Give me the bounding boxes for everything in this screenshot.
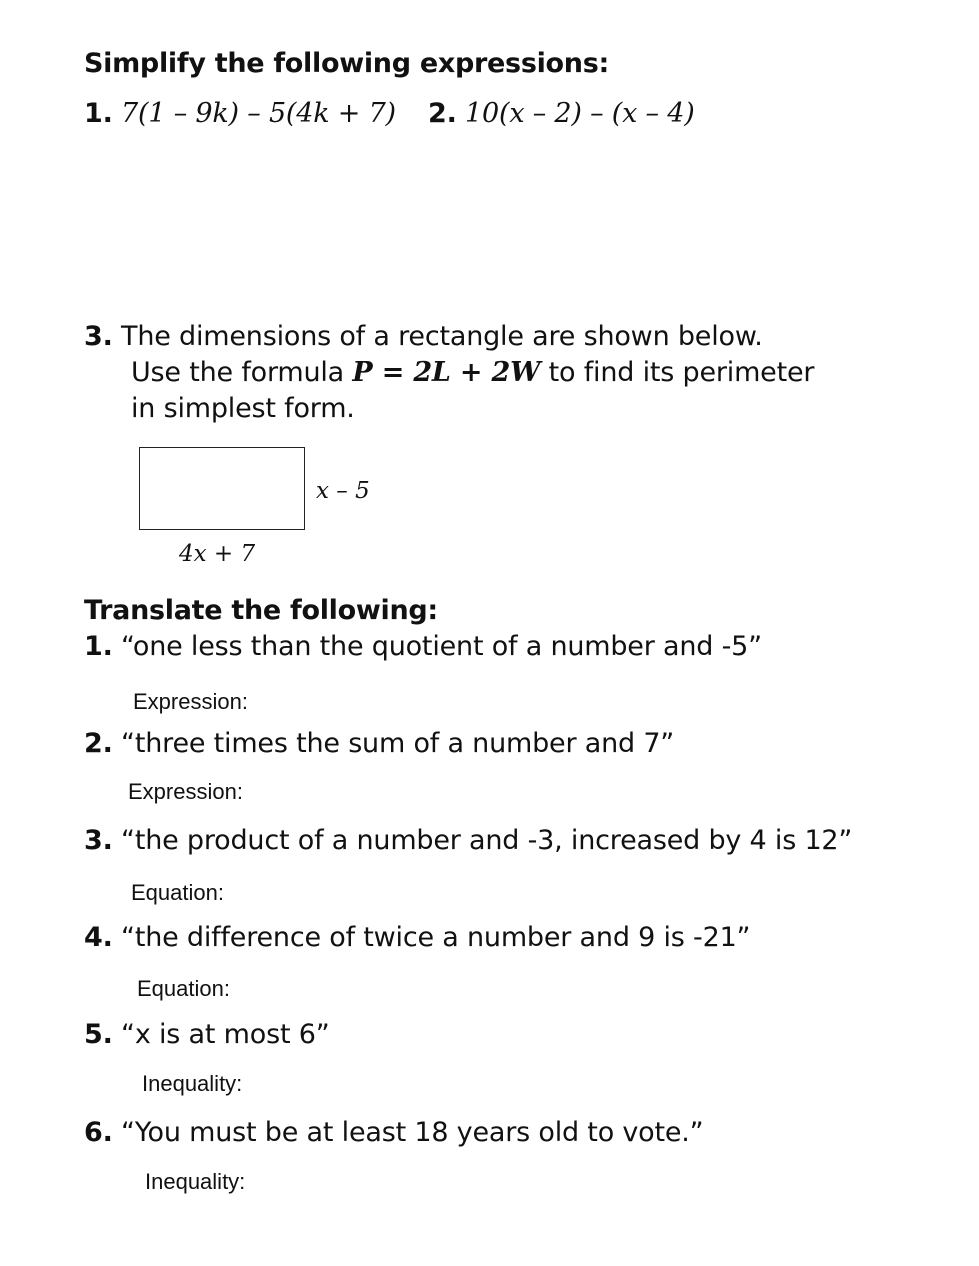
problem-expression: 7(1 – 9k) – 5(4k + 7) [121, 98, 396, 129]
translate-item-4 [84, 922, 750, 953]
rectangle-diagram [139, 447, 305, 530]
item-number: 6. [84, 1117, 113, 1148]
item-text: “x is at most 6” [121, 1019, 330, 1050]
problem-3-line-2 [131, 357, 814, 388]
simplify-heading: Simplify the following expressions: [84, 48, 609, 79]
problem-number: 1. [84, 98, 113, 129]
item-text: “the product of a number and -3, increased by 4 is 12” [121, 825, 853, 856]
problem-3-line-1 [84, 321, 763, 352]
item-number: 1. [84, 631, 113, 662]
perimeter-formula: P = 2L + 2W [352, 357, 541, 388]
item-text: “You must be at least 18 years old to vote.” [121, 1117, 704, 1148]
item-number: 2. [84, 728, 113, 759]
translate-item-2 [84, 728, 674, 759]
answer-label-expression: Expression: [133, 689, 248, 714]
translate-item-3 [84, 825, 852, 856]
translate-item-6 [84, 1117, 703, 1148]
problem-3-line-3: in simplest form. [131, 393, 355, 424]
problem-number: 3. [84, 321, 113, 352]
translate-item-5 [84, 1019, 329, 1050]
item-text: “the difference of twice a number and 9 is -21” [121, 922, 751, 953]
problem-expression: 10(x – 2) – (x – 4) [465, 98, 695, 129]
translate-heading: Translate the following: [84, 595, 438, 626]
problem-number: 2. [428, 98, 457, 129]
problem-3-text: The dimensions of a rectangle are shown below. [121, 321, 763, 352]
problem-3-text-post: to find its perimeter [540, 357, 815, 388]
rectangle-height-label: x – 5 [316, 478, 370, 504]
answer-label-expression: Expression: [128, 779, 243, 804]
item-number: 3. [84, 825, 113, 856]
answer-label-inequality: Inequality: [142, 1071, 243, 1096]
answer-label-inequality: Inequality: [145, 1169, 246, 1194]
simplify-problem-2 [428, 98, 695, 129]
problem-3-text-pre: Use the formula [131, 357, 353, 388]
item-text: “three times the sum of a number and 7” [121, 728, 675, 759]
item-number: 4. [84, 922, 113, 953]
item-text: “one less than the quotient of a number and -5” [121, 631, 762, 662]
item-number: 5. [84, 1019, 113, 1050]
answer-label-equation: Equation: [137, 976, 230, 1001]
rectangle-width-label: 4x + 7 [179, 541, 256, 567]
translate-item-1 [84, 631, 762, 662]
simplify-problem-1 [84, 98, 396, 129]
answer-label-equation: Equation: [131, 880, 224, 905]
